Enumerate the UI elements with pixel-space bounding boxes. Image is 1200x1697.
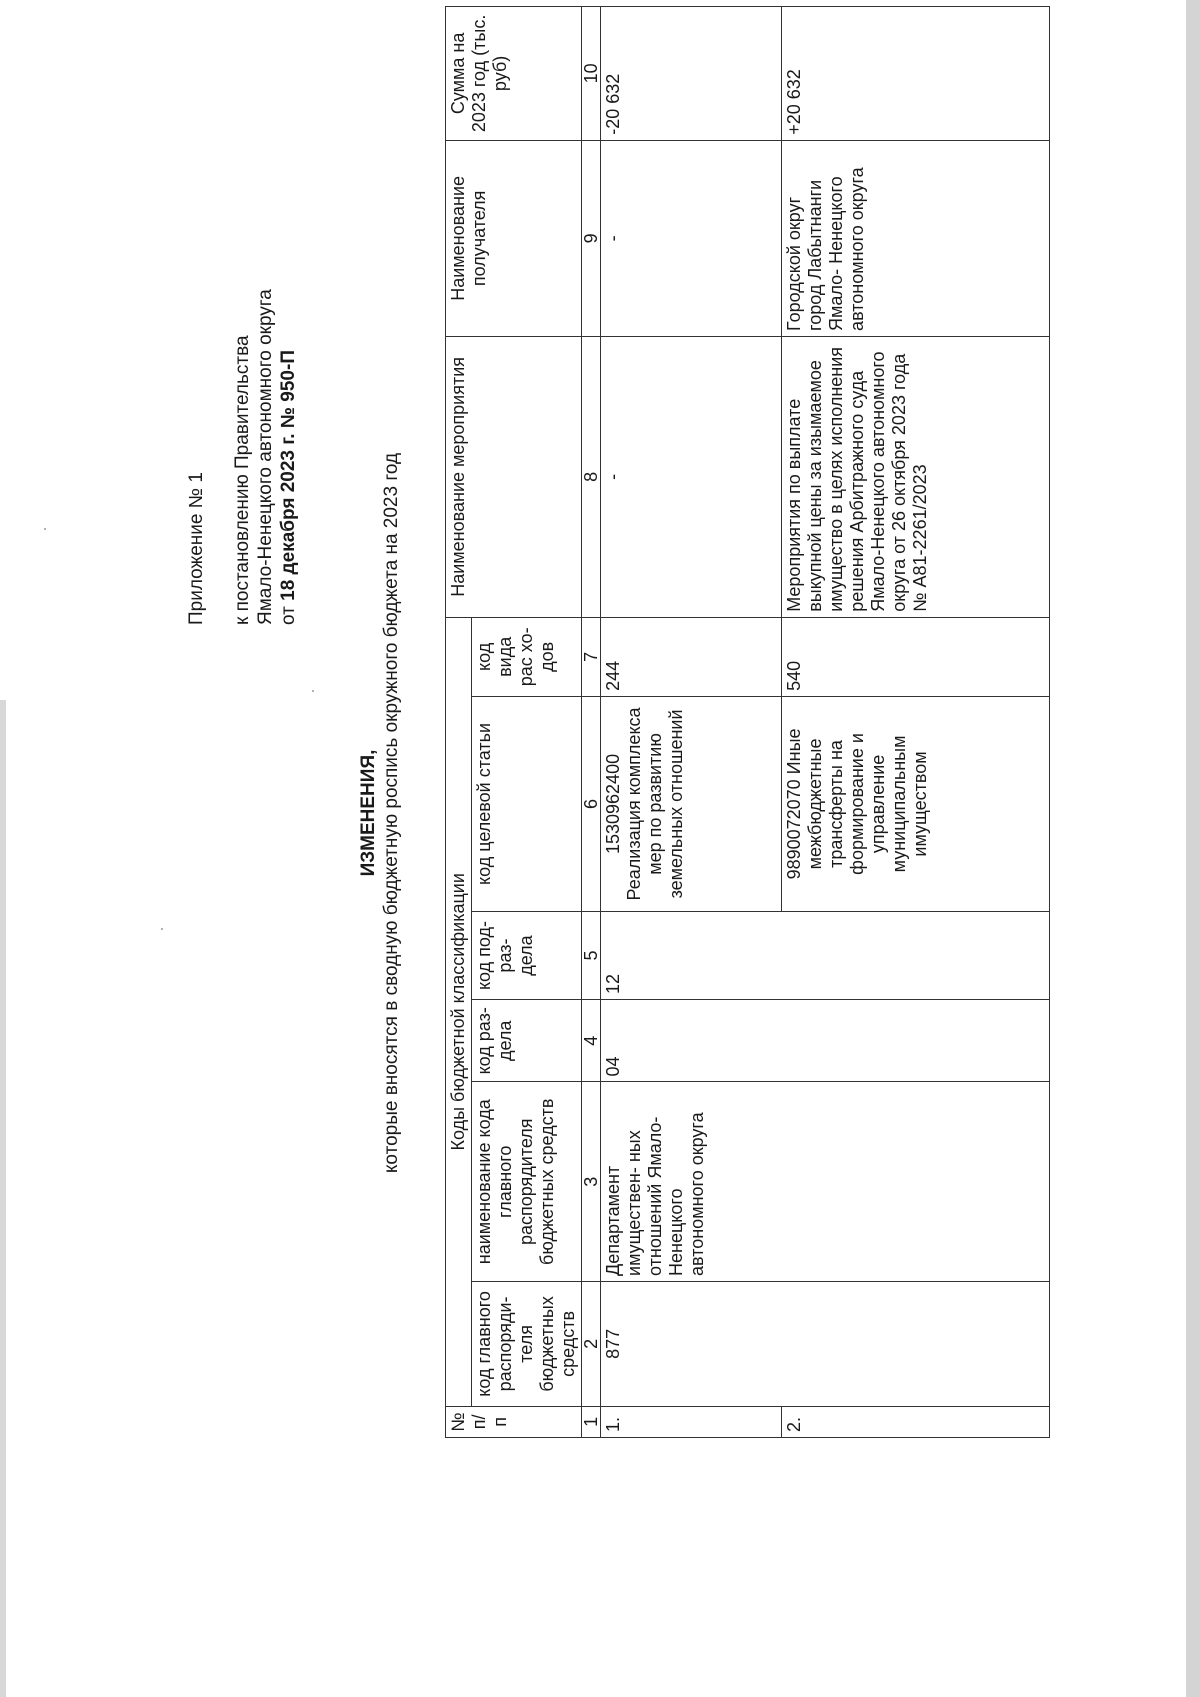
header-recipient: Наименование получателя (446, 140, 582, 336)
header-expense-type: код вида рас хо- дов (472, 617, 582, 696)
table-row (601, 7, 782, 1438)
header-grbs-name: наименование кода главного распорядителя бюджетных средств (472, 1082, 582, 1281)
row-grbs-code-continued (782, 1281, 1050, 1406)
col-number: 10 (582, 7, 601, 141)
header-num: № п/п (446, 1406, 582, 1437)
header-target: код целевой статьи (472, 696, 582, 911)
row-sum: +20 632 (782, 7, 1050, 141)
row-grbs-name: Департамент имуществен- ных отношений Ямало- Ненецкого автономного округа (601, 1082, 782, 1281)
document-page (0, 14, 1120, 1625)
appendix-date-prefix: от (278, 600, 299, 625)
row-recipient: Городской округ город Лабытнанги Ямало- Ненецкого автономного округа (782, 140, 1050, 336)
col-number: 1 (582, 1406, 601, 1437)
row-target: 1530962400 Реализация комплекса мер по развитию земельных отношений (601, 696, 782, 911)
row-subsection: 12 (601, 912, 782, 1000)
appendix-date (277, 105, 300, 625)
table-row (782, 7, 1050, 1438)
col-number: 7 (582, 617, 601, 696)
col-number: 2 (582, 1281, 601, 1406)
row-section-continued (782, 1000, 1050, 1082)
row-grbs-name-continued (782, 1082, 1050, 1281)
row-num: 2. (782, 1406, 1050, 1437)
appendix-line1: к постановлению Правительства (232, 335, 253, 625)
row-target: 9890072070 Иные межбюджетные трансферты на формирование и управление муниципальным имуществом (782, 696, 1050, 911)
row-expense-type: 244 (601, 617, 782, 696)
row-event: - (601, 336, 782, 617)
row-subsection-continued (782, 912, 1050, 1000)
header-row-1 (446, 7, 472, 1438)
appendix-date-bold: 18 декабря 2023 г. № 950-П (278, 350, 299, 601)
appendix-number: Приложение № 1 (186, 472, 207, 625)
header-codes-group: Коды бюджетной классификации (446, 617, 472, 1406)
col-number: 3 (582, 1082, 601, 1281)
row-section: 04 (601, 1000, 782, 1082)
document-subtitle: которые вносятся в сводную бюджетную роспись окружного бюджета на 2023 год (381, 452, 402, 1174)
changes-table (445, 6, 1050, 1438)
header-subsection: код под- раз- дела (472, 912, 582, 1000)
header-event: Наименование мероприятия (446, 336, 582, 617)
header-sum: Сумма на 2023 год (тыс. руб) (446, 7, 582, 141)
column-number-row (582, 7, 601, 1438)
row-grbs-code: 877 (601, 1281, 782, 1406)
appendix-block (185, 105, 300, 625)
col-number: 9 (582, 140, 601, 336)
document-title: ИЗМЕНЕНИЯ, (358, 749, 379, 877)
header-section: код раз- дела (472, 1000, 582, 1082)
col-number: 6 (582, 696, 601, 911)
row-sum: -20 632 (601, 7, 782, 141)
row-event: Мероприятия по выплате выкупной цены за изымаемое имущество в целях исполнения решения Арбитражного суда Ямало-Ненецкого автономного округа от 26 октября 2023 года № А81-2261/2023 (782, 336, 1050, 617)
header-grbs-code: код главного распоряди- теля бюджетных средств (472, 1281, 582, 1406)
row-expense-type: 540 (782, 617, 1050, 696)
appendix-line2: Ямало-Ненецкого автономного округа (255, 289, 276, 625)
col-number: 5 (582, 912, 601, 1000)
col-number: 8 (582, 336, 601, 617)
scan-edge-right (1186, 0, 1200, 1697)
row-recipient: - (601, 140, 782, 336)
row-num: 1. (601, 1406, 782, 1437)
col-number: 4 (582, 1000, 601, 1082)
